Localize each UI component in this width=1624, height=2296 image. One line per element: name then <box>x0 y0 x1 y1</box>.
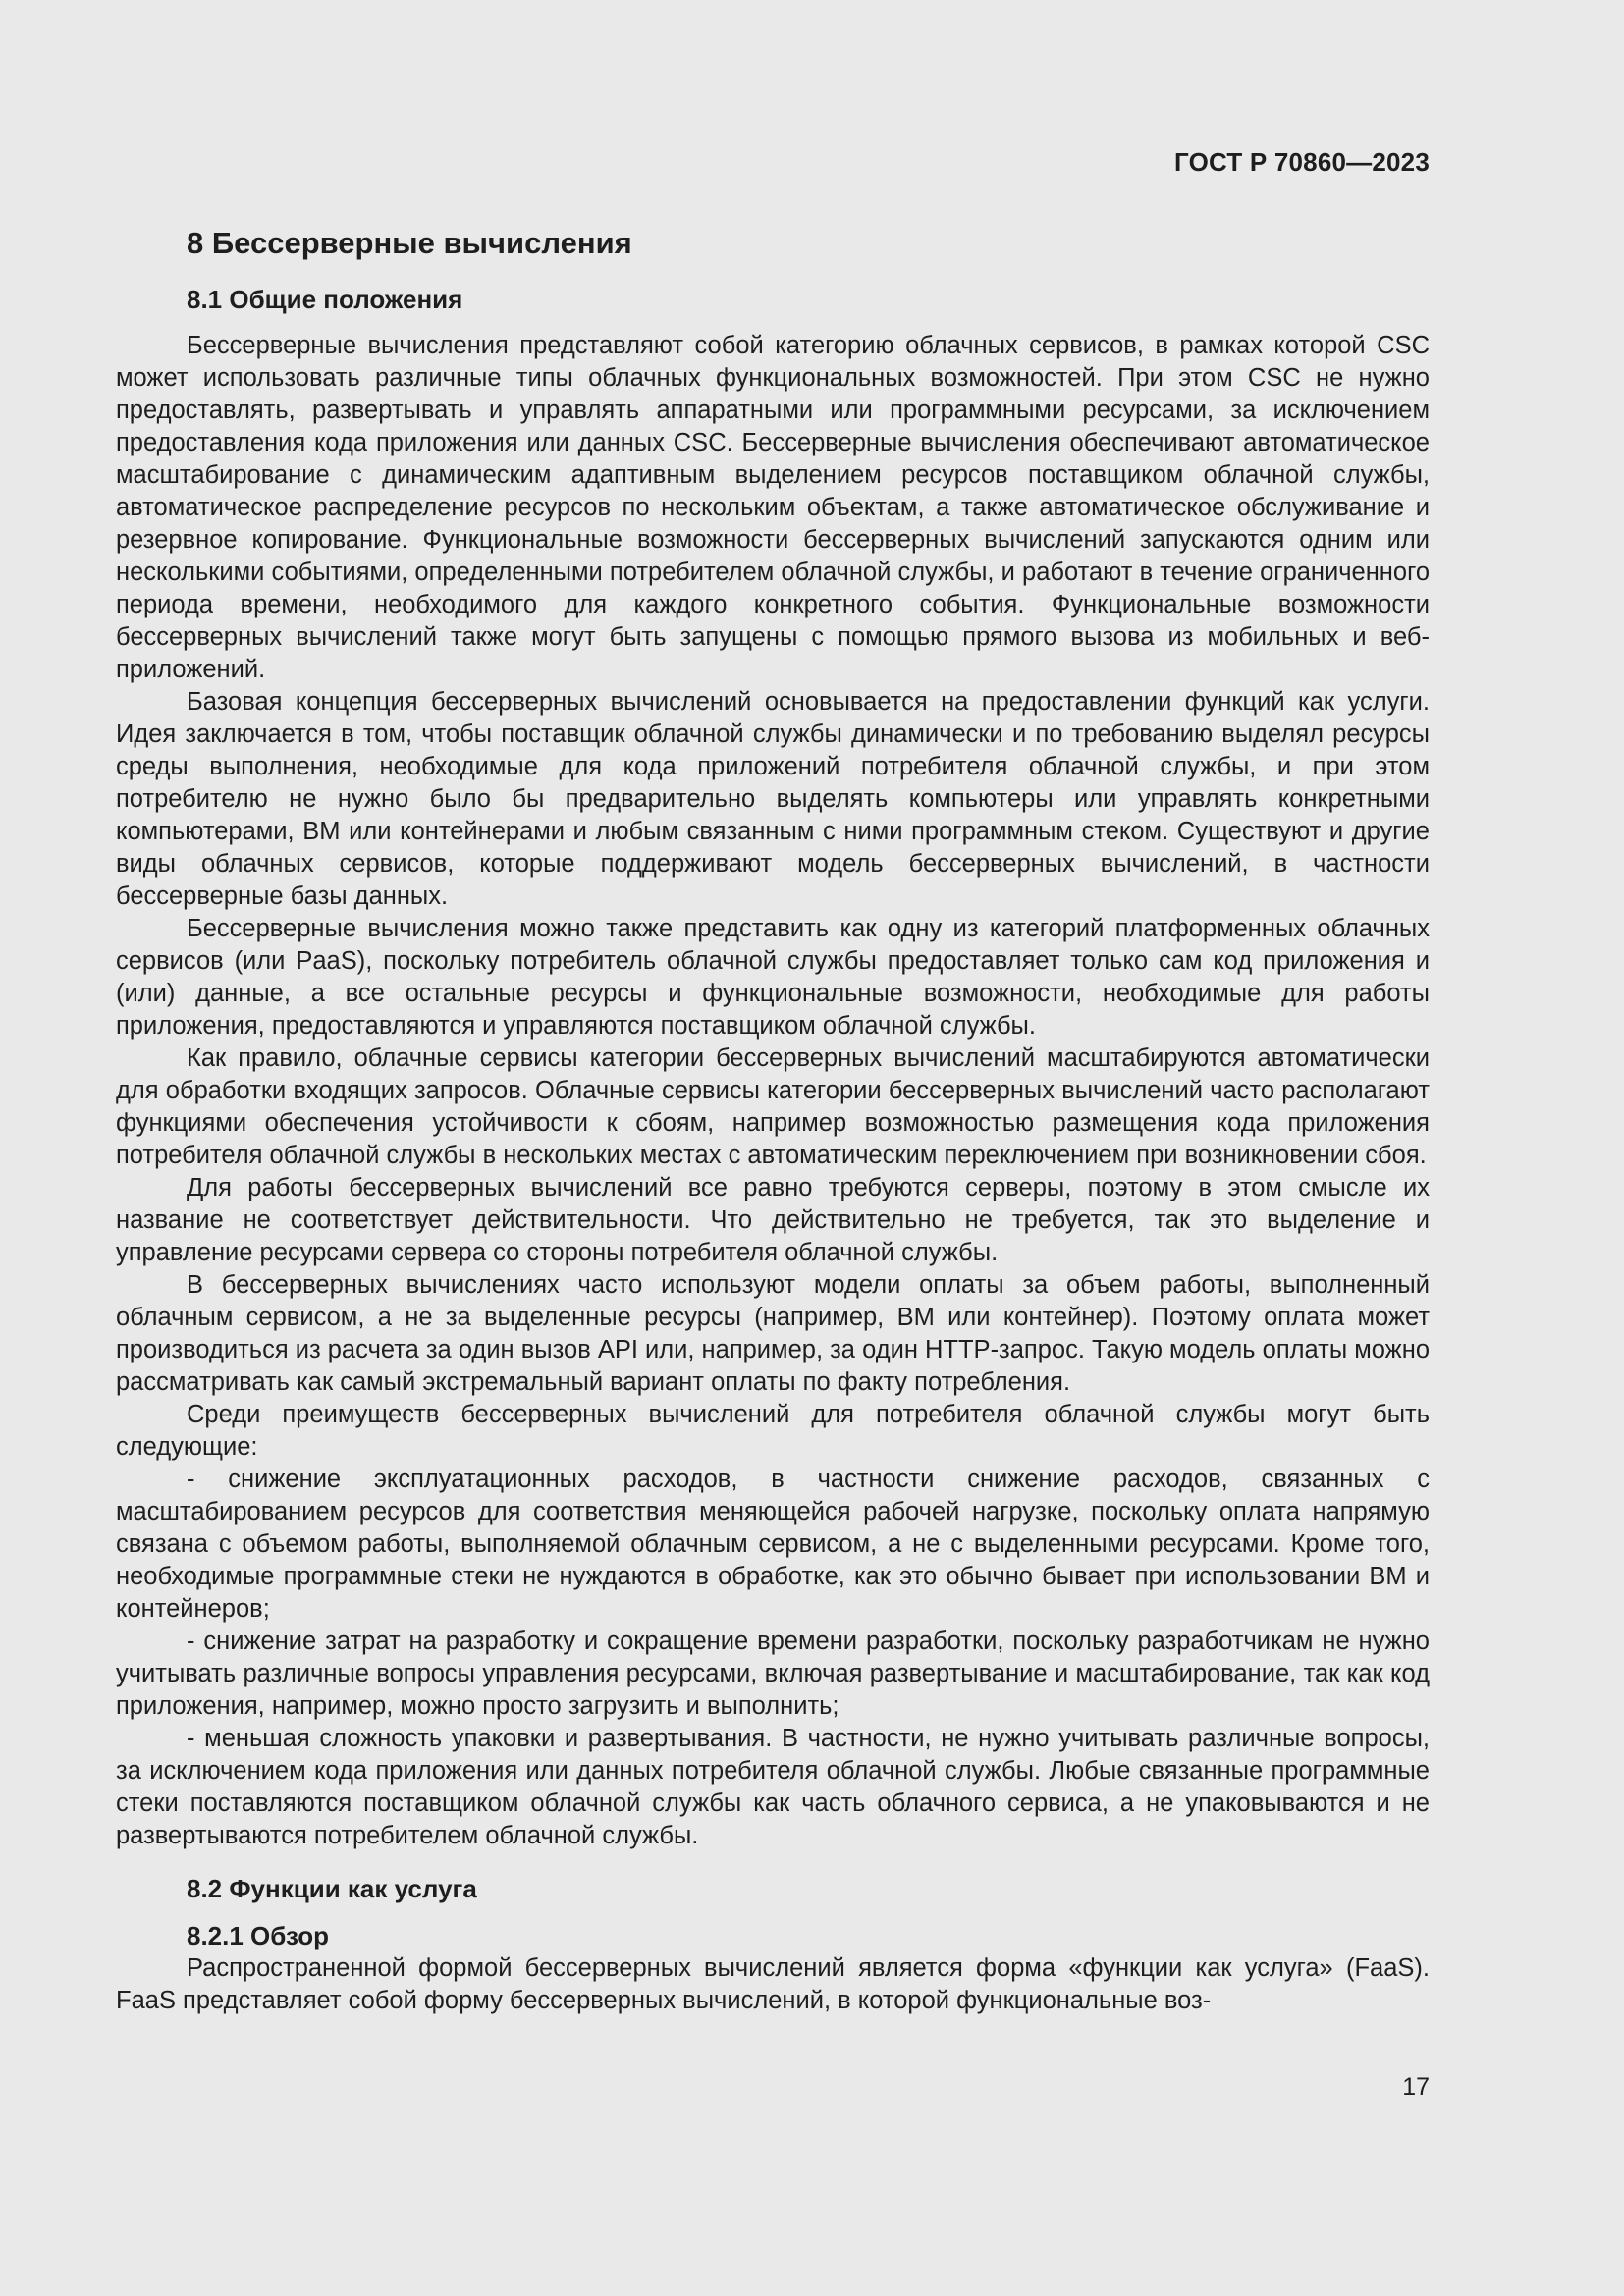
subsection-title: 8.1 Общие положения <box>187 285 463 314</box>
paragraph: В бессерверных вычислениях часто используют модели оплаты за объем работы, выполненный облачным сервисом, а не за выделенные ресурсы (например, ВМ или контейнер). Поэтому оплата может производиться из расчета за один вызов API или, например, за один HTTP-запрос. Такую модель оплаты можно рассматривать как самый экстремальный вариант оплаты по факту потребления. <box>116 1271 1430 1396</box>
subsubsection-title: 8.2.1 Обзор <box>187 1921 330 1950</box>
paragraph: Базовая концепция бессерверных вычислений основывается на предоставлении функций как услуги. Идея заключается в том, чтобы поставщик облачной службы динамически и по требованию выделял ресурсы среды выполнения, необходимые для кода приложений потребителя облачной службы, и при этом потребителю не нужно было бы предварительно выделять компьютеры или управлять конкретными компьютерами, ВМ или контейнерами и любым связанным с ними программным стеком. Существуют и другие виды облачных сервисов, которые поддерживают модель бессерверных вычислений, в частности бессерверные базы данных. <box>116 688 1430 910</box>
paragraph: Бессерверные вычисления представляют собой категорию облачных сервисов, в рамках которой CSC может использовать различные типы облачных функциональных возможностей. При этом CSC не нужно предоставлять, развертывать и управлять аппаратными или программными ресурсами, за исключением предоставления кода приложения или данных CSC. Бессерверные вычисления обеспечивают автоматическое масштабирование с динамическим адаптивным выделением ресурсов поставщиком облачной службы, автоматическое распределение ресурсов по нескольким объектам, а также автоматическое обслуживание и резервное копирование. Функциональные возможности бессерверных вычислений запускаются одним или несколькими событиями, определенными потребителем облачной службы, и работают в течение ограниченного периода времени, необходимого для каждого конкретного события. Функциональные возможности бессерверных вычислений также могут быть запущены с помощью прямого вызова из мобильных и веб-приложений. <box>116 332 1430 683</box>
paragraph: Как правило, облачные сервисы категории бессерверных вычислений масштабируются автоматически для обработки входящих запросов. Облачные сервисы категории бессерверных вычислений часто располагают функциями обеспечения устойчивости к сбоям, например возможностью размещения кода приложения потребителя облачной службы в нескольких местах с автоматическим переключением при возникновении сбоя. <box>116 1044 1430 1169</box>
list-item: - снижение эксплуатационных расходов, в частности снижение расходов, связанных с масштабированием ресурсов для соответствия меняющейся рабочей нагрузке, поскольку оплата напрямую связана с объемом работы, выполняемой облачным сервисом, а не с выделенными ресурсами. Кроме того, необходимые программные стеки не нуждаются в обработке, как это обычно бывает при использовании ВМ и контейнеров; <box>116 1466 1430 1623</box>
page-number: 17 <box>1402 2073 1430 2101</box>
paragraph: Распространенной формой бессерверных вычислений является форма «функции как услуга» (FaaS). FaaS представляет собой форму бессерверных вычислений, в которой функциональные воз- <box>116 1954 1430 2014</box>
paragraph: Для работы бессерверных вычислений все равно требуются серверы, поэтому в этом смысле их название не соответствует действительности. Что действительно не требуется, так это выделение и управление ресурсами сервера со стороны потребителя облачной службы. <box>116 1174 1430 1266</box>
paragraph: Среди преимуществ бессерверных вычислений для потребителя облачной службы могут быть следующие: <box>116 1401 1430 1461</box>
section-title: 8 Бессерверные вычисления <box>187 226 632 260</box>
subsection-title: 8.2 Функции как услуга <box>187 1874 477 1903</box>
document-body <box>116 224 1430 2017</box>
list-item: - снижение затрат на разработку и сокращение времени разработки, поскольку разработчикам не нужно учитывать различные вопросы управления ресурсами, включая развертывание и масштабирование, так как код приложения, например, можно просто загрузить и выполнить; <box>116 1628 1430 1720</box>
list-item: - меньшая сложность упаковки и развертывания. В частности, не нужно учитывать различные вопросы, за исключением кода приложения или данных потребителя облачной службы. Любые связанные программные стеки поставляются поставщиком облачной службы как часть облачного сервиса, а не упаковываются и не развертываются потребителем облачной службы. <box>116 1725 1430 1849</box>
standard-header: ГОСТ Р 70860—2023 <box>1174 147 1430 177</box>
paragraph: Бессерверные вычисления можно также представить как одну из категорий платформенных облачных сервисов (или PaaS), поскольку потребитель облачной службы предоставляет только сам код приложения и (или) данные, а все остальные ресурсы и функциональные возможности, необходимые для работы приложения, предоставляются и управляются поставщиком облачной службы. <box>116 915 1430 1040</box>
